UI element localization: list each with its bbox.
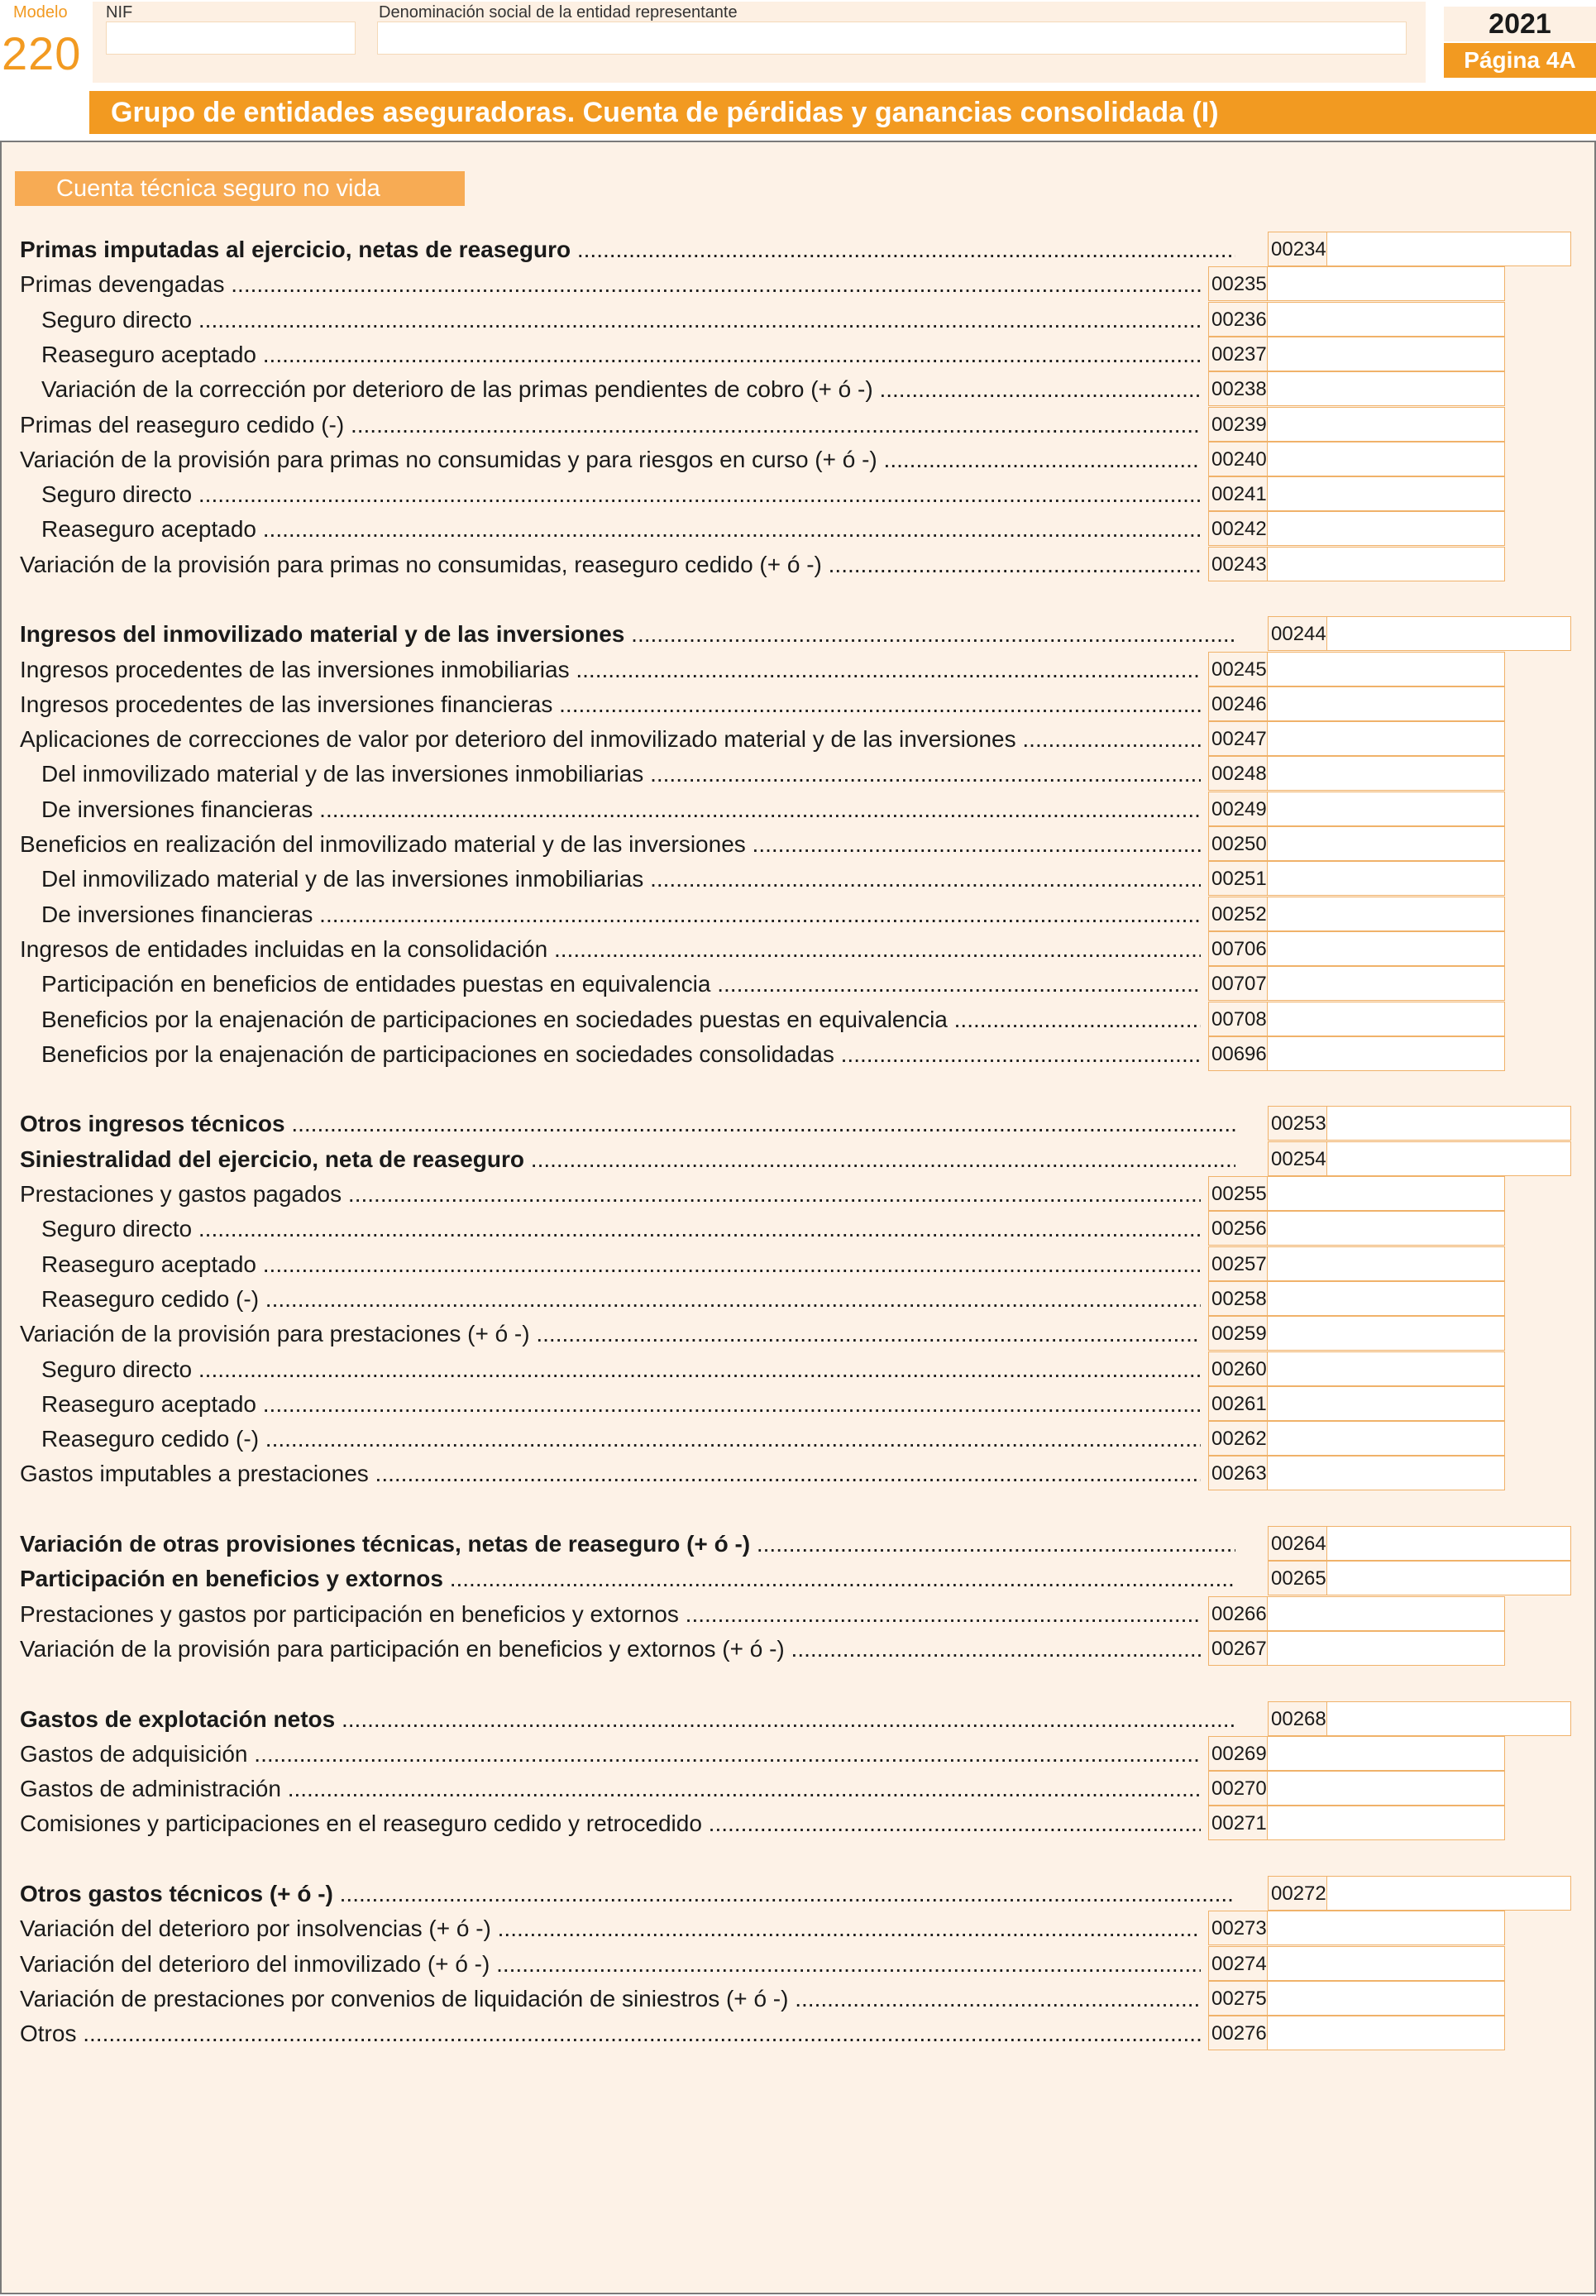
page-title: Grupo de entidades aseguradoras. Cuenta de pérdidas y ganancias consolidada (I)	[89, 91, 1596, 134]
row-label: Variación de la provisión para participación en beneficios y extornos (+ ó -) .....	[20, 1636, 1201, 1662]
row-code: 00269	[1208, 1736, 1268, 1771]
row-label: Otros gastos técnicos (+ ó -) .....	[20, 1881, 1235, 1907]
row-code: 00242	[1208, 511, 1268, 546]
amount-field[interactable]	[1267, 547, 1505, 581]
form-row-00247	[0, 721, 1596, 756]
row-label: Gastos de adquisición .....	[20, 1741, 1201, 1767]
row-label: Variación de otras provisiones técnicas, netas de reaseguro (+ ó -) .....	[20, 1531, 1235, 1557]
amount-field[interactable]	[1267, 861, 1505, 896]
row-code: 00257	[1208, 1246, 1268, 1281]
amount-field[interactable]	[1267, 302, 1505, 337]
row-code: 00256	[1208, 1211, 1268, 1246]
row-label: Seguro directo .....	[41, 307, 1201, 333]
row-label: Ingresos procedentes de las inversiones financieras .....	[20, 691, 1201, 718]
row-code: 00243	[1208, 547, 1268, 581]
amount-field[interactable]	[1326, 232, 1571, 266]
amount-field[interactable]	[1267, 1946, 1505, 1981]
amount-field[interactable]	[1267, 1736, 1505, 1771]
amount-field[interactable]	[1326, 1106, 1571, 1141]
row-code: 00707	[1208, 966, 1268, 1001]
row-label: Seguro directo .....	[41, 481, 1201, 508]
row-label: Reaseguro cedido (-) .....	[41, 1286, 1201, 1313]
row-code: 00252	[1208, 897, 1268, 931]
row-code: 00237	[1208, 337, 1268, 371]
row-label: Del inmovilizado material y de las inversiones inmobiliarias .....	[41, 866, 1201, 892]
row-label: Primas imputadas al ejercicio, netas de reaseguro .....	[20, 237, 1235, 263]
row-code: 00249	[1208, 792, 1268, 826]
form-row-00249	[0, 792, 1596, 826]
row-label: Beneficios en realización del inmovilizado material y de las inversiones .....	[20, 831, 1201, 858]
row-code: 00241	[1208, 476, 1268, 511]
amount-field[interactable]	[1267, 1771, 1505, 1806]
amount-field[interactable]	[1267, 1036, 1505, 1071]
row-code: 00240	[1208, 442, 1268, 476]
row-code: 00244	[1268, 616, 1327, 651]
row-label: De inversiones financieras .....	[41, 902, 1201, 928]
row-label: Reaseguro aceptado .....	[41, 1251, 1201, 1278]
row-label: Reaseguro aceptado .....	[41, 342, 1201, 368]
amount-field[interactable]	[1267, 1981, 1505, 2016]
row-code: 00239	[1208, 407, 1268, 442]
row-code: 00260	[1208, 1351, 1268, 1386]
row-label: Ingresos de entidades incluidas en la consolidación .....	[20, 936, 1201, 963]
row-label: Variación de la provisión para primas no consumidas y para riesgos en curso (+ ó -) .....	[20, 447, 1201, 473]
row-code: 00268	[1268, 1701, 1327, 1736]
amount-field[interactable]	[1267, 1456, 1505, 1490]
amount-field[interactable]	[1267, 897, 1505, 931]
row-label: Ingresos del inmovilizado material y de las inversiones .....	[20, 621, 1235, 648]
form-row-00272	[0, 1876, 1596, 1911]
row-label: Variación de la corrección por deterioro de las primas pendientes de cobro (+ ó -) .....	[41, 376, 1201, 403]
form-row-00239	[0, 407, 1596, 442]
nif-field[interactable]	[106, 22, 356, 55]
section-tab: Cuenta técnica seguro no vida	[15, 171, 465, 206]
form-row-00259	[0, 1316, 1596, 1351]
amount-field[interactable]	[1267, 1316, 1505, 1351]
form-row-00265	[0, 1561, 1596, 1595]
form-row-00256	[0, 1211, 1596, 1246]
row-code: 00274	[1208, 1946, 1268, 1981]
row-label: Reaseguro aceptado .....	[41, 1391, 1201, 1418]
row-code: 00250	[1208, 826, 1268, 861]
amount-field[interactable]	[1267, 1211, 1505, 1246]
amount-field[interactable]	[1267, 442, 1505, 476]
row-label: Siniestralidad del ejercicio, neta de reaseguro .....	[20, 1146, 1235, 1173]
amount-field[interactable]	[1267, 266, 1505, 301]
row-code: 00246	[1208, 686, 1268, 721]
row-code: 00706	[1208, 931, 1268, 966]
row-code: 00264	[1268, 1526, 1327, 1561]
year: 2021	[1488, 8, 1551, 40]
amount-field[interactable]	[1267, 826, 1505, 861]
amount-field[interactable]	[1267, 2016, 1505, 2050]
amount-field[interactable]	[1267, 1246, 1505, 1281]
form-row-00696	[0, 1036, 1596, 1071]
row-label: Gastos de explotación netos .....	[20, 1706, 1235, 1733]
modelo-number: 220	[2, 27, 82, 79]
form-row-00261	[0, 1386, 1596, 1421]
form-row-00234	[0, 232, 1596, 266]
form-row-00268	[0, 1701, 1596, 1736]
amount-field[interactable]	[1267, 721, 1505, 756]
form-row-00235	[0, 266, 1596, 301]
form-row-00276	[0, 2016, 1596, 2050]
row-code: 00265	[1268, 1561, 1327, 1595]
form-row-00274	[0, 1946, 1596, 1981]
form-row-00240	[0, 442, 1596, 476]
row-code: 00708	[1208, 1002, 1268, 1036]
row-code: 00262	[1208, 1421, 1268, 1456]
amount-field[interactable]	[1326, 616, 1571, 651]
form-row-00237	[0, 337, 1596, 371]
amount-field[interactable]	[1326, 1876, 1571, 1911]
form-row-00248	[0, 756, 1596, 791]
form-row-00238	[0, 371, 1596, 406]
amount-field[interactable]	[1267, 1596, 1505, 1631]
form-row-00271	[0, 1806, 1596, 1840]
denominacion-field[interactable]	[377, 22, 1407, 55]
amount-field[interactable]	[1326, 1141, 1571, 1176]
form-row-00273	[0, 1911, 1596, 1945]
form-row-00264	[0, 1526, 1596, 1561]
row-label: Beneficios por la enajenación de participaciones en sociedades puestas en equivalencia .....	[41, 1007, 1201, 1033]
row-code: 00236	[1208, 302, 1268, 337]
row-code: 00270	[1208, 1771, 1268, 1806]
form-row-00708	[0, 1002, 1596, 1036]
row-code: 00273	[1208, 1911, 1268, 1945]
form-row-00706	[0, 931, 1596, 966]
row-label: Participación en beneficios de entidades puestas en equivalencia .....	[41, 971, 1201, 997]
form-row-00260	[0, 1351, 1596, 1386]
row-code: 00255	[1208, 1176, 1268, 1211]
form-row-00707	[0, 966, 1596, 1001]
row-code: 00266	[1208, 1596, 1268, 1631]
row-label: Variación del deterioro del inmovilizado (+ ó -) .....	[20, 1951, 1201, 1978]
form-row-00244	[0, 616, 1596, 651]
amount-field[interactable]	[1326, 1526, 1571, 1561]
row-label: Primas devengadas .....	[20, 271, 1201, 298]
row-code: 00254	[1268, 1141, 1327, 1176]
row-code: 00259	[1208, 1316, 1268, 1351]
amount-field[interactable]	[1326, 1561, 1571, 1595]
row-code: 00251	[1208, 861, 1268, 896]
form-row-00255	[0, 1176, 1596, 1211]
form-row-00236	[0, 302, 1596, 337]
row-code: 00261	[1208, 1386, 1268, 1421]
amount-field[interactable]	[1267, 1421, 1505, 1456]
form-row-00245	[0, 652, 1596, 686]
row-code: 00238	[1208, 371, 1268, 406]
amount-field[interactable]	[1267, 756, 1505, 791]
form-row-00262	[0, 1421, 1596, 1456]
row-label: Variación de la provisión para primas no consumidas, reaseguro cedido (+ ó -) .....	[20, 552, 1201, 578]
amount-field[interactable]	[1267, 686, 1505, 721]
row-label: Ingresos procedentes de las inversiones inmobiliarias .....	[20, 657, 1201, 683]
page-badge: Página 4A	[1444, 43, 1596, 78]
amount-field[interactable]	[1267, 966, 1505, 1001]
row-label: Prestaciones y gastos pagados .....	[20, 1181, 1201, 1208]
form-row-00251	[0, 861, 1596, 896]
amount-field[interactable]	[1267, 407, 1505, 442]
form-row-00246	[0, 686, 1596, 721]
nif-label: NIF	[106, 3, 133, 22]
amount-field[interactable]	[1267, 1386, 1505, 1421]
row-code: 00276	[1208, 2016, 1268, 2050]
amount-field[interactable]	[1267, 1806, 1505, 1840]
row-label: Variación de la provisión para prestaciones (+ ó -) .....	[20, 1321, 1201, 1347]
amount-field[interactable]	[1267, 1176, 1505, 1211]
amount-field[interactable]	[1267, 371, 1505, 406]
amount-field[interactable]	[1267, 511, 1505, 546]
amount-field[interactable]	[1326, 1701, 1571, 1736]
form-row-00258	[0, 1281, 1596, 1316]
row-label: Primas del reaseguro cedido (-) .....	[20, 412, 1201, 438]
form-row-00241	[0, 476, 1596, 511]
modelo-label: Modelo	[13, 3, 68, 22]
row-label: Del inmovilizado material y de las inversiones inmobiliarias .....	[41, 761, 1201, 787]
amount-field[interactable]	[1267, 1281, 1505, 1316]
amount-field[interactable]	[1267, 931, 1505, 966]
form-row-00270	[0, 1771, 1596, 1806]
row-code: 00258	[1208, 1281, 1268, 1316]
amount-field[interactable]	[1267, 1002, 1505, 1036]
row-code: 00267	[1208, 1631, 1268, 1666]
row-label: Variación de prestaciones por convenios de liquidación de siniestros (+ ó -) .....	[20, 1986, 1201, 2012]
row-label: Gastos imputables a prestaciones .....	[20, 1461, 1201, 1487]
form-row-00266	[0, 1596, 1596, 1631]
denominacion-label: Denominación social de la entidad representante	[379, 3, 738, 22]
row-label: De inversiones financieras .....	[41, 796, 1201, 823]
amount-field[interactable]	[1267, 792, 1505, 826]
row-label: Gastos de administración .....	[20, 1776, 1201, 1802]
row-label: Aplicaciones de correcciones de valor por deterioro del inmovilizado material y de las inversiones .....	[20, 726, 1201, 753]
row-code: 00247	[1208, 721, 1268, 756]
row-code: 00272	[1268, 1876, 1327, 1911]
amount-field[interactable]	[1267, 476, 1505, 511]
row-code: 00234	[1268, 232, 1327, 266]
form-row-00263	[0, 1456, 1596, 1490]
amount-field[interactable]	[1267, 1351, 1505, 1386]
row-label: Participación en beneficios y extornos .....	[20, 1566, 1235, 1592]
form-row-00267	[0, 1631, 1596, 1666]
row-label: Variación del deterioro por insolvencias (+ ó -) .....	[20, 1916, 1201, 1942]
form-row-00242	[0, 511, 1596, 546]
amount-field[interactable]	[1267, 1631, 1505, 1666]
row-code: 00263	[1208, 1456, 1268, 1490]
row-label: Reaseguro cedido (-) .....	[41, 1426, 1201, 1452]
row-code: 00271	[1208, 1806, 1268, 1840]
row-code: 00253	[1268, 1106, 1327, 1141]
amount-field[interactable]	[1267, 337, 1505, 371]
form-row-00252	[0, 897, 1596, 931]
form-row-00254	[0, 1141, 1596, 1176]
row-label: Reaseguro aceptado .....	[41, 516, 1201, 543]
row-label: Comisiones y participaciones en el reaseguro cedido y retrocedido .....	[20, 1810, 1201, 1837]
amount-field[interactable]	[1267, 652, 1505, 686]
row-code: 00275	[1208, 1981, 1268, 2016]
row-label: Seguro directo .....	[41, 1216, 1201, 1242]
form-row-00257	[0, 1246, 1596, 1281]
row-label: Beneficios por la enajenación de participaciones en sociedades consolidadas .....	[41, 1041, 1201, 1068]
form-row-00275	[0, 1981, 1596, 2016]
row-label: Otros .....	[20, 2021, 1201, 2047]
row-code: 00696	[1208, 1036, 1268, 1071]
row-label: Prestaciones y gastos por participación en beneficios y extornos .....	[20, 1601, 1201, 1628]
row-code: 00245	[1208, 652, 1268, 686]
row-label: Otros ingresos técnicos .....	[20, 1111, 1235, 1137]
amount-field[interactable]	[1267, 1911, 1505, 1945]
form-row-00243	[0, 547, 1596, 581]
row-code: 00248	[1208, 756, 1268, 791]
form-row-00250	[0, 826, 1596, 861]
form-row-00269	[0, 1736, 1596, 1771]
form-row-00253	[0, 1106, 1596, 1141]
row-label: Seguro directo .....	[41, 1356, 1201, 1383]
row-code: 00235	[1208, 266, 1268, 301]
